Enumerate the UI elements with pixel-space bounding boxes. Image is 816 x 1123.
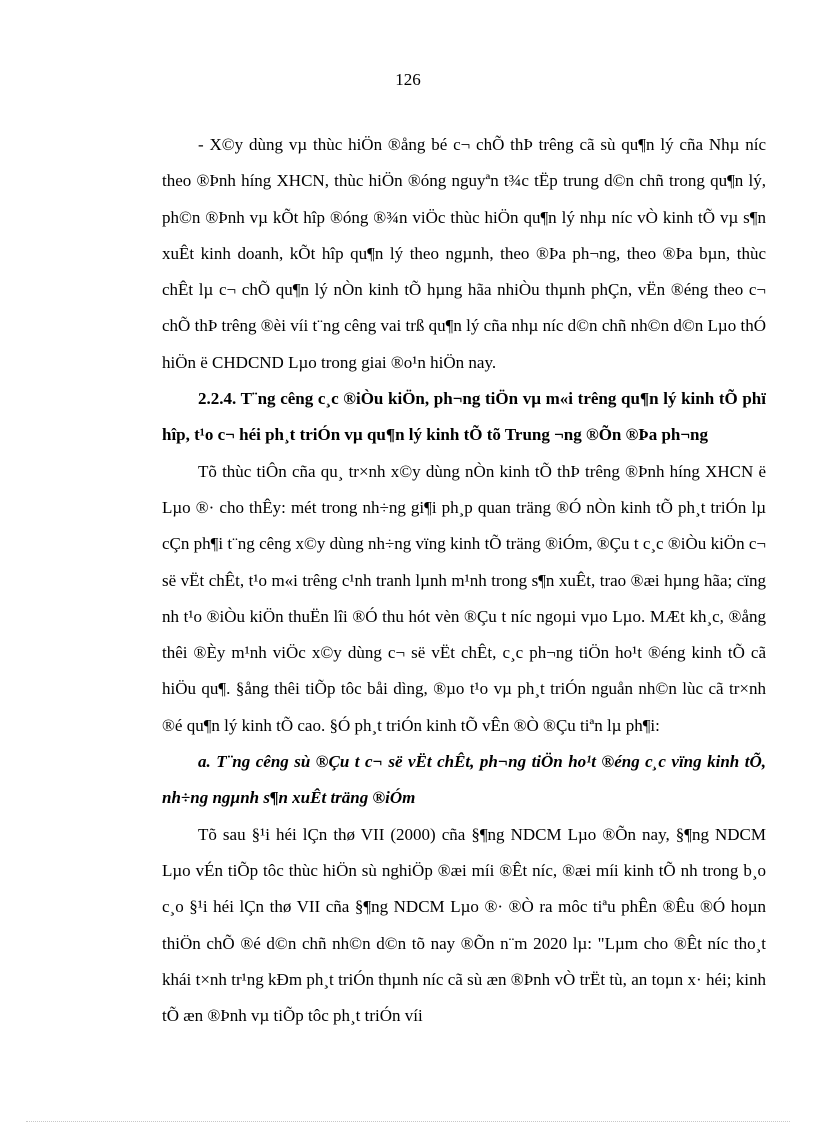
page-number: 126 — [395, 70, 421, 89]
section-heading: 2.2.4. T¨ng cêng c¸c ®iÒu kiÖn, ph¬ng tiÖn vµ m«i trêng qu¶n lý kinh tÕ phï hîp, t¹o c¬ héi ph¸t triÓn vµ qu¶n lý kinh tÕ tõ Trung ¬ng ®Õn ®Þa ph¬ng — [162, 389, 766, 445]
paragraph-intro: - X©y dùng vµ thùc hiÖn ®ång bé c¬ chÕ thÞ trêng cã sù qu¶n lý cña Nhµ níc theo ®Þnh híng XHCN, thùc hiÖn ®óng nguyªn t¾c tËp trung d©n chñ trong qu¶n lý, ph©n ®Þnh vµ kÕt hîp ®óng ®¾n viÖc thùc hiÖn qu¶n lý nhµ níc vÒ kinh tÕ vµ s¶n xuÊt kinh doanh, kÕt hîp qu¶n lý theo ngµnh, theo ®Þa ph¬ng, theo ®Þa bµn, thùc chÊt lµ c¬ chÕ qu¶n lý nÒn kinh tÕ hµng hãa nhiÒu thµnh phÇn, vËn ®éng theo c¬ chÕ thÞ trêng ®èi víi t¨ng cêng vai trß qu¶n lý cña nhµ níc d©n chñ nh©n d©n Lµo thÓ hiÖn ë CHDCND Lµo trong giai ®o¹n hiÖn nay. — [162, 135, 766, 372]
document-body — [162, 127, 766, 1034]
paragraph-congress: Tõ sau §¹i héi lÇn thø VII (2000) cña §¶ng NDCM Lµo ®Õn nay, §¶ng NDCM Lµo vÉn tiÕp tôc thùc hiÖn sù nghiÖp ®æi míi ®Êt níc, ®æi míi kinh tÕ nh trong b¸o c¸o §¹i héi lÇn thø VII cña §¶ng NDCM Lµo ®· ®Ò ra môc tiªu phÊn ®Êu ®Ó hoµn thiÖn chÕ ®é d©n chñ nh©n d©n tõ nay ®Õn n¨m 2020 lµ: "Lµm cho ®Êt níc tho¸t khái t×nh tr¹ng kÐm ph¸t triÓn thµnh níc cã sù æn ®Þnh vÒ trËt tù, an toµn x· héi; kinh tÕ æn ®Þnh vµ tiÕp tôc ph¸t triÓn víi — [162, 824, 766, 1026]
paragraph-context: Tõ thùc tiÔn cña qu¸ tr×nh x©y dùng nÒn kinh tÕ thÞ trêng ®Þnh híng XHCN ë Lµo ®· cho thÊy: mét trong nh÷ng gi¶i ph¸p quan träng ®Ó nÒn kinh tÕ ph¸t triÓn lµ cÇn ph¶i t¨ng cêng x©y dùng nh÷ng vïng kinh tÕ träng ®iÓm, ®Çu t c¸c ®iÒu kiÖn c¬ së vËt chÊt, t¹o m«i trêng c¹nh tranh lµnh m¹nh trong s¶n xuÊt, trao ®æi hµng hãa; cïng nh t¹o ®iÒu kiÖn thuËn lîi ®Ó thu hót vèn ®Çu t níc ngoµi vµo Lµo. MÆt kh¸c, ®ång thêi ®Èy m¹nh viÖc x©y dùng c¬ së vËt chÊt, c¸c ph¬ng tiÖn ho¹t ®éng kinh tÕ cã hiÖu qu¶. §ång thêi tiÕp tôc båi dìng, ®µo t¹o vµ ph¸t triÓn nguån nh©n lùc cã tr×nh ®é qu¶n lý kinh tÕ cao. §Ó ph¸t triÓn kinh tÕ vÊn ®Ò ®Çu tiªn lµ ph¶i: — [162, 461, 766, 735]
page-bottom-divider — [26, 1121, 790, 1122]
subsection-heading: a. T¨ng cêng sù ®Çu t c¬ së vËt chÊt, ph¬ng tiÖn ho¹t ®éng c¸c vïng kinh tÕ, nh÷ng ngµnh s¶n xuÊt träng ®iÓm — [162, 752, 766, 808]
